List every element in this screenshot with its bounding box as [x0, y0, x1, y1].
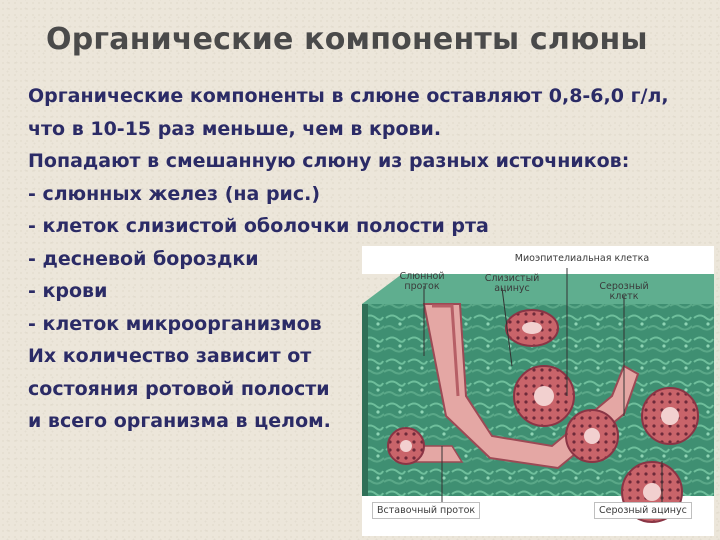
- bullet-item: - клеток микроорганизмов: [28, 312, 322, 335]
- label-salivary-duct: Слюнной проток: [399, 271, 445, 292]
- label-myoepithelial-cell: Миоэпителиальная клетка: [514, 253, 650, 264]
- bullet-item: - слюнных желез (на рис.): [28, 182, 321, 205]
- label-mucous-acinus: Слизистый ацинус: [484, 273, 540, 294]
- slide-title: Органические компоненты слюны: [46, 22, 648, 57]
- label-intercalated-duct: Вставочный проток: [372, 502, 480, 519]
- label-serous-cell: Серозный клетк: [599, 281, 649, 302]
- bullet-item: - крови: [28, 280, 108, 302]
- bullet-item: - клеток слизистой оболочки полости рта: [28, 215, 489, 237]
- salivary-gland-figure: [362, 246, 714, 536]
- body-line: Их количество зависит от: [28, 345, 312, 367]
- body-line: и всего организма в целом.: [28, 410, 331, 432]
- body-line: что в 10-15 раз меньше, чем в крови.: [28, 117, 442, 140]
- bullet-item: - десневой бороздки: [28, 247, 259, 270]
- label-serous-acinus: Серозный ацинус: [594, 502, 692, 519]
- body-line: Органические компоненты в слюне оставляют 0,8-6,0 г/л,: [28, 85, 669, 107]
- body-line: состояния ротовой полости: [28, 377, 330, 400]
- body-line: Попадают в смешанную слюну из разных источников:: [28, 150, 630, 172]
